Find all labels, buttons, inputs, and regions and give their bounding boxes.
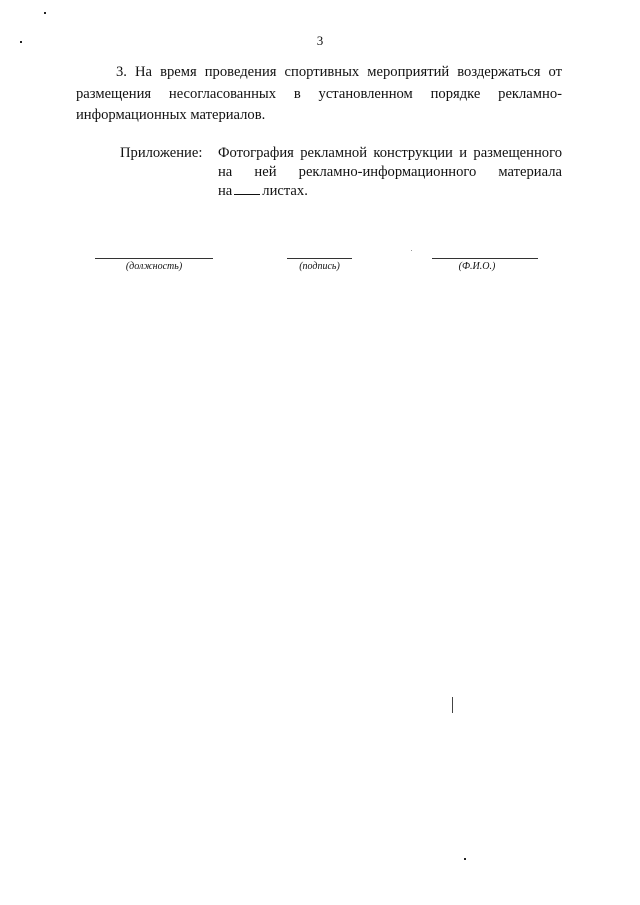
- paragraph-3: 3. На время проведения спортивных мероприятий воздержаться от размещения несогласованных в установленном порядке рекламно-информационных материалов.: [76, 64, 562, 123]
- sheet-count-blank: [234, 182, 260, 195]
- position-line: [95, 258, 213, 259]
- appendix-description: [218, 144, 562, 201]
- appendix-line-2: на ней рекламно-информационного материала: [218, 164, 562, 180]
- name-caption: (Ф.И.О.): [458, 261, 496, 272]
- position-signature-field: [95, 258, 213, 278]
- name-line: [432, 258, 538, 259]
- appendix-line-3-prefix: на: [218, 183, 233, 199]
- page-number: 3: [316, 33, 324, 48]
- scan-speck: [20, 41, 22, 43]
- position-caption: (должность): [125, 261, 183, 272]
- appendix-block: [120, 144, 562, 201]
- name-signature-field: [432, 258, 538, 278]
- appendix-line-3: [218, 182, 562, 201]
- scan-speck: [411, 250, 412, 251]
- scan-mark: [452, 697, 453, 713]
- appendix-line-3-suffix: листах.: [262, 183, 308, 199]
- signature-field: [287, 258, 352, 278]
- scan-speck: [44, 12, 46, 14]
- appendix-line-1: Фотография рекламной конструкции и размещенного: [218, 145, 562, 161]
- scan-speck: [464, 858, 466, 860]
- signature-caption: (подпись): [299, 261, 340, 272]
- appendix-label: Приложение:: [120, 145, 203, 161]
- signature-line: [287, 258, 352, 259]
